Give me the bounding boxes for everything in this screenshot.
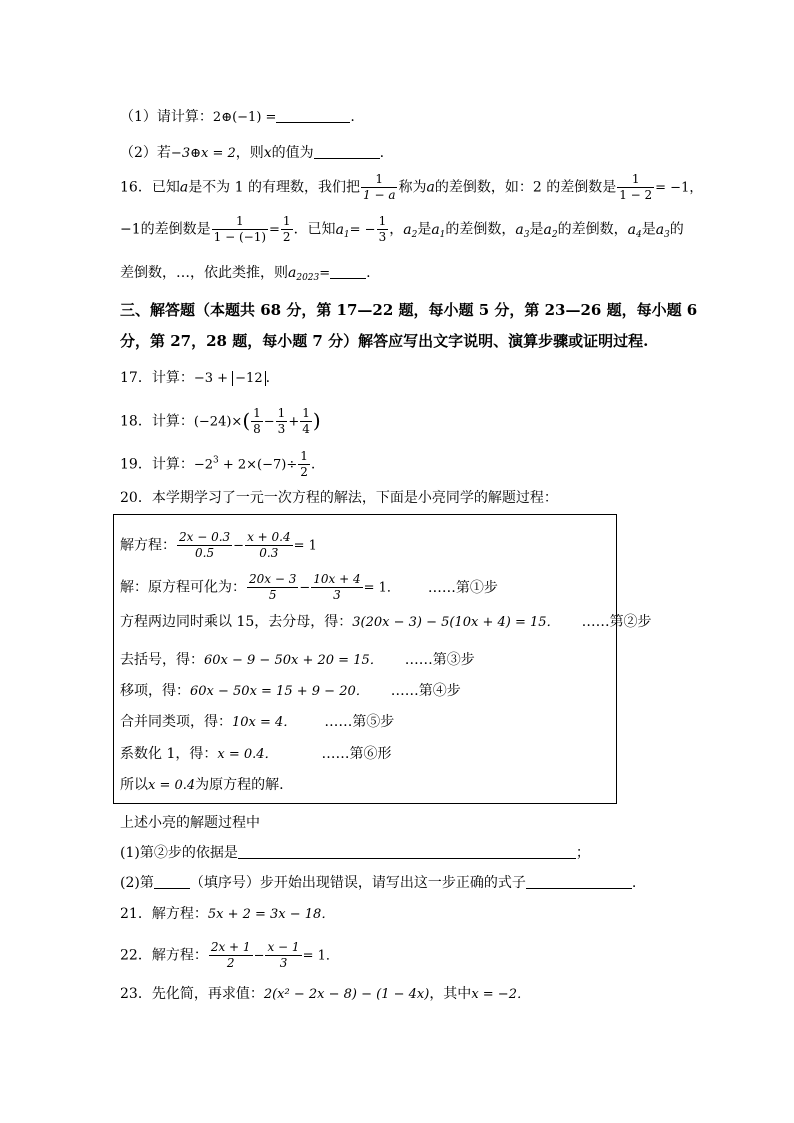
fraction: [276, 406, 288, 437]
answer-blank[interactable]: [314, 144, 380, 159]
q16-text: 差倒数，…，依此类推，则: [120, 265, 288, 281]
q23: [120, 984, 530, 1005]
numerator: x + 0.4: [247, 530, 291, 544]
q19: [120, 449, 315, 480]
row-expr: = 1: [293, 538, 317, 554]
denominator: 2: [282, 230, 291, 244]
row-label: 去括号，得：: [120, 652, 204, 668]
answer-blank[interactable]: [238, 844, 576, 859]
row-expr: 10x = 4．: [232, 715, 297, 730]
fraction: [245, 530, 293, 561]
denominator: 3: [333, 588, 341, 602]
q19-label: 19．计算：: [120, 456, 194, 473]
q23-cond: x = −2．: [471, 987, 530, 1002]
q15-p2-mid: ，则: [235, 145, 264, 161]
q18-expr: (−24)×: [193, 414, 243, 430]
q17-abs: −12: [232, 371, 265, 386]
fraction: [361, 172, 397, 203]
q15-p1-expr: 2⊕(−1) =: [212, 110, 277, 125]
fraction: [212, 214, 268, 245]
q23-label: 23．先化简，再求值：: [120, 986, 264, 1002]
operator: +: [288, 414, 300, 430]
denominator: 1 − a: [363, 188, 396, 202]
q16-text: .: [366, 265, 371, 281]
q17: [120, 368, 270, 389]
q18: 18．计算：(−24)×( $\frac{1}{8}$ − $\frac{1}{3}$ + $\frac{1}{4}$ ): [120, 406, 321, 436]
row-label: 为原方程的解.: [195, 777, 284, 793]
q15-p2-prefix: （2）若: [120, 145, 171, 161]
denominator: 3: [378, 230, 387, 244]
denominator: 0.3: [259, 546, 279, 560]
step-label: ……第⑤步: [324, 714, 395, 730]
q16-text: ，: [389, 221, 404, 238]
q17-expr: −3 +: [193, 371, 233, 386]
box-row2: [120, 572, 498, 603]
row-expr: x = 0.4．: [217, 747, 278, 762]
q16-text: 是: [417, 221, 432, 238]
box-row8: [120, 775, 284, 796]
q23-mid: ，其中: [429, 986, 472, 1002]
q16-line2: −1的差倒数是 $\frac{1}{1 - (-1)}$ = $\frac{1}{2}$ ．已知$a_1=$ − $\frac{1}{3}$ ，$a_2$是$a_1$的差倒数，$a_3$是$a_2$的差倒数，$a_4$是$a_3$的: [120, 214, 684, 244]
fraction: [247, 572, 298, 603]
box-row5: [120, 681, 461, 702]
q21: [120, 904, 334, 925]
operator: −: [263, 414, 275, 430]
q19-exponent: 3: [213, 455, 219, 466]
q20-sub2-text: (2)第: [120, 875, 154, 891]
numerator: 1: [302, 406, 310, 420]
q16-text: = −1，: [655, 180, 703, 196]
q16-var: a: [426, 179, 435, 196]
q16-text: 是: [641, 221, 656, 238]
numerator: x − 1: [267, 940, 300, 954]
operator: −: [253, 948, 265, 964]
q20-sub2-end: .: [631, 875, 637, 891]
operator: −: [299, 580, 311, 596]
row-label: 解：原方程可化为：: [120, 579, 246, 596]
denominator: 3: [277, 422, 286, 436]
fraction: [177, 530, 232, 561]
q22-expr: = 1．: [302, 948, 339, 964]
q19-end: .: [310, 456, 316, 473]
row-expr: 60x − 50x = 15 + 9 − 20．: [190, 684, 369, 699]
q16-text: =: [319, 266, 331, 281]
q20-sub2: [120, 873, 636, 893]
q16-text: ．已知: [293, 221, 336, 238]
step-label: ……第⑥形: [321, 746, 392, 762]
q20-after: 上述小亮的解题过程中: [120, 815, 260, 831]
numerator: 1: [300, 449, 308, 463]
q23-expr: 2(x² − 2x − 8) − (1 − 4x): [263, 987, 430, 1002]
q20-sub1: [120, 843, 590, 863]
fraction: [311, 572, 362, 603]
row-expr: 60x − 9 − 50x + 20 = 15．: [204, 653, 383, 668]
q16-text: =: [269, 222, 280, 238]
row-label: 所以: [120, 777, 148, 793]
row-label: 系数化 1，得：: [120, 746, 218, 762]
q22-label: 22．解方程：: [120, 947, 208, 964]
row-expr: = 1．: [363, 580, 400, 596]
answer-blank[interactable]: [330, 264, 366, 279]
numerator: 1: [282, 214, 291, 228]
q22: [120, 940, 339, 971]
fraction: [298, 449, 310, 480]
step-label: ……第①步: [427, 579, 498, 596]
row-label: 方程两边同时乘以 15，去分母，得：: [120, 614, 353, 630]
numerator: 1: [617, 172, 654, 188]
section-heading-line2: 分，第 27，28 题，每小题 7 分）解答应写出文字说明、演算步骤或证明过程.: [120, 332, 649, 350]
denominator: 4: [302, 422, 310, 436]
step-label: ……第②步: [581, 614, 652, 630]
box-row3: [120, 612, 652, 633]
step-label: ……第③步: [404, 652, 475, 668]
fraction: [251, 406, 263, 437]
q16-line3: 差倒数，…，依此类推，则$a_{2023}=$ .: [120, 265, 371, 283]
numerator: 20x − 3: [249, 572, 297, 586]
fraction: [377, 214, 389, 245]
q17-label: 17．计算：: [120, 370, 194, 386]
q15-p2-expr: −3⊕x = 2: [170, 146, 236, 161]
denominator: 8: [253, 422, 261, 436]
fraction: [617, 172, 654, 203]
q16-text: 16．已知: [120, 179, 180, 196]
q16-text: 的差倒数，如：2 的差倒数是: [434, 179, 617, 196]
numerator: 1: [361, 172, 397, 188]
operator: −: [233, 538, 245, 554]
q19-expr: −2: [193, 457, 213, 473]
q17-end: .: [265, 370, 271, 386]
section-heading-line1: 三、解答题（本题共 68 分，第 17—22 题，每小题 5 分，第 23—26 题，每小题 6: [120, 301, 698, 319]
q19-expr: + 2×(−7)÷: [218, 457, 298, 473]
q16-line1: [120, 172, 702, 203]
answer-blank[interactable]: [276, 108, 350, 123]
q16-text: 是: [529, 221, 544, 238]
q16-text: 的: [669, 221, 684, 238]
q20-sub1-text: (1)第②步的依据是: [120, 845, 238, 861]
denominator: 1 − (−1): [213, 230, 267, 244]
denominator: 3: [279, 956, 288, 970]
q21-label: 21．解方程：: [120, 906, 208, 922]
row-expr: 3(20x − 3) − 5(10x + 4) = 15．: [352, 615, 560, 630]
answer-blank[interactable]: [154, 874, 190, 889]
q15-part2: [120, 143, 384, 164]
q15-part1: [120, 107, 355, 128]
box-row4: [120, 650, 475, 671]
answer-blank[interactable]: [526, 874, 632, 889]
row-label: 移项，得：: [120, 683, 190, 699]
box-row1: [120, 530, 317, 561]
q15-p2-suffix: 的值为: [271, 145, 314, 161]
numerator: 1: [277, 406, 286, 420]
denominator: 2: [300, 465, 308, 479]
box-row7: [120, 744, 392, 765]
row-label: 合并同类项，得：: [120, 714, 232, 730]
q15-p1-end: .: [350, 109, 355, 125]
q20-sub1-end: ；: [575, 845, 590, 861]
q21-expr: 5x + 2 = 3x − 18．: [207, 907, 335, 922]
denominator: 0.5: [195, 546, 215, 560]
q20-sub2-text: （填序号）步开始出现错误，请写出这一步正确的式子: [189, 875, 526, 891]
q16-var: a: [179, 179, 189, 196]
q16-text: 是不为 1 的有理数，我们把: [188, 179, 360, 196]
step-label: ……第④步: [390, 683, 461, 699]
numerator: 1: [253, 406, 261, 420]
q16-text: 的差倒数，: [557, 221, 628, 238]
numerator: 1: [378, 214, 387, 228]
numerator: 10x + 4: [313, 572, 361, 586]
fraction: [300, 406, 312, 437]
denominator: 2: [226, 956, 235, 970]
denominator: 1 − 2: [619, 188, 653, 202]
q16-text: −1的差倒数是: [120, 221, 211, 238]
q16-text: 的差倒数，: [445, 221, 516, 238]
fraction: [209, 940, 253, 971]
numerator: 2x + 1: [210, 940, 251, 954]
q15-p2-var: x: [263, 145, 272, 161]
q16-text: = −: [349, 222, 376, 238]
q15-p2-end: .: [379, 145, 385, 161]
numerator: 1: [212, 214, 268, 230]
q15-p1-prefix: （1）请计算：: [120, 109, 213, 125]
fraction: [281, 214, 293, 245]
fraction: [265, 940, 301, 971]
box-row6: [120, 712, 394, 733]
numerator: 2x − 0.3: [179, 530, 231, 544]
q20-intro: 20．本学期学习了一元一次方程的解法，下面是小亮同学的解题过程：: [120, 490, 558, 506]
q16-text: 称为: [398, 179, 427, 196]
q18-label: 18．计算：: [120, 413, 194, 430]
denominator: 5: [268, 588, 277, 602]
row-expr: x = 0.4: [148, 778, 196, 793]
row-label: 解方程：: [120, 537, 176, 554]
